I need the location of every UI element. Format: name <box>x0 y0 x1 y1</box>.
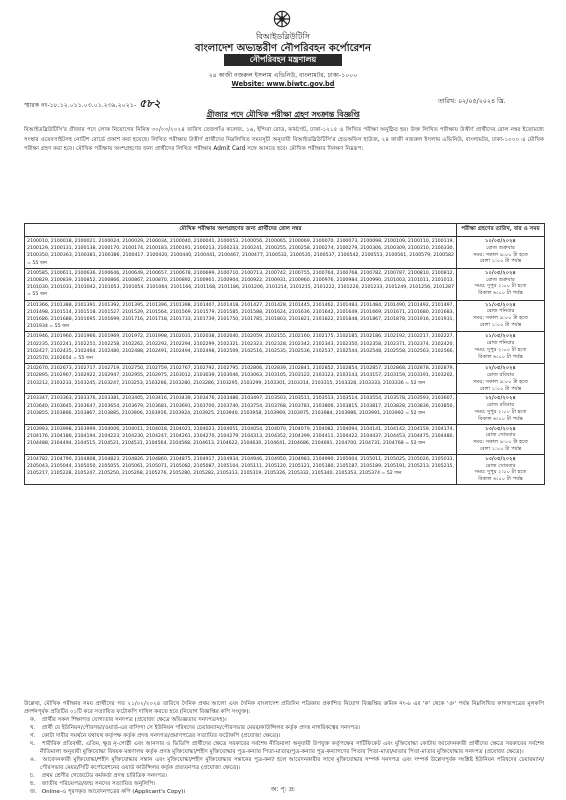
requirement-letter: চ. <box>30 773 35 779</box>
requirement-letter: ঘ. <box>30 741 36 747</box>
requirement-letter: ক. <box>30 717 36 723</box>
exam-day: রোজ শনিবার <box>486 340 515 347</box>
schedule-row <box>25 332 545 364</box>
exam-end-time: বেলা ১:০০ টা পর্যন্ত <box>479 385 522 392</box>
exam-date-cell <box>457 332 545 364</box>
header-date-time: পরীক্ষা গ্রহণের তারিখ, বার ও সময় <box>457 224 545 237</box>
exam-date: ১২/০৫/২০২৪ <box>485 365 516 372</box>
schedule-row <box>25 394 545 424</box>
exam-date-cell <box>457 237 545 269</box>
exam-date: ১৩/০৫/২০২৪ <box>485 455 516 462</box>
memo-handwritten-number: ৫৮২ <box>139 97 161 110</box>
subject-text: গ্রীজার পদে মৌখিক পরীক্ষা গ্রহণ সংক্রান্ত বিজ্ঞপ্তি <box>206 110 360 119</box>
schedule-row <box>25 300 545 332</box>
requirement-letter: গ. <box>30 733 36 739</box>
requirement-letter: জ. <box>30 789 37 795</box>
exam-date: ১০/০৫/২০২৪ <box>485 238 516 244</box>
requirement-item <box>30 732 544 740</box>
requirement-text: প্রথম শ্রেণীর গেজেটেড কর্মকর্তা প্রদত্ত চারিত্রিক সনদপত্র। <box>41 773 168 779</box>
requirement-text: Online-এ পূরণকৃত আবেদনপত্রের কপি (Applicant's Copy)। <box>41 789 186 795</box>
requirement-item <box>30 772 544 780</box>
requirements-lead: উল্লেখ্য, মৌখিক পরীক্ষার সময় প্রার্থীদের গত ২১/০২/২০২৪ তারিখে দৈনিক প্রথম আলো এবং দৈনিক বাংলাদেশ প্রতিদিন পত্রিকায় প্রকাশিত নিয়োগ বিজ্ঞপ্তির ক্রমিক নং-৬ এর 'ক' থেকে 'ঞ' পর্যন্ত নিম্নলিখিত কাগজপত্রের মূলকপি প্রদর্শনপূর্বক প্রতিটির ০১টি করে সত্যায়িত ফটোকপি দাখিল করতে হবে (নিয়োগ বিজ্ঞপ্তির কপি সংযুক্ত): <box>24 701 544 715</box>
memo-prefix: স্মারক নং-১৮.১২.০১১.০৩.০১.২৩৯.২০২১- <box>24 102 137 109</box>
schedule-body <box>25 237 545 485</box>
exam-date: ১১/০৫/২০২৪ <box>485 301 516 308</box>
requirement-text: আবেদনকারী মুক্তিযোদ্ধা/শহীদ মুক্তিযোদ্ধার সন্তান এবং মুক্তিযোদ্ধা/শহীদ মুক্তিযোদ্ধার সন্তানের পুত্র-কন্যা হলে আবেদনকারীর সাথে মুক্তিযোদ্ধার সম্পর্ক সনদপত্র এবং সম্পর্ক উল্লেখপূর্বক সংশ্লিষ্ট ইউনিয়ন পরিষদের চেয়ারম্যান/পৌরসভার মেয়র/সিটি কর্পোরেশনের ওয়ার্ড কাউন্সিলর কর্তৃক প্রত্যয়নপত্র (প্রযোজ্য ক্ষেত্রে)। <box>40 757 544 771</box>
exam-day: রোজ সোমবার <box>485 432 516 439</box>
roll-number-list: 2101366, 2101388, 2101391, 2101392, 2101395, 2101396, 2101398, 2101407, 2101418, 2101427, 2101428, 2101445, 2101462, 2101483, 2101484, 2101490, 2101492, 2101497, 2101498, 2101514, 2101518, 2101527, 2101529, 2101564, 2101569, 2101579, 2101585, 2101588, 2101624, 2101636, 2101642, 2101649, 2101669, 2101671, 2101680, 2101683, 2101686, 2101688, 2101695, 2101699, 2101716, 2101718, 2101733, 2101739, 2101750, 2101785, 2101803, 2101821, 2101822, 2101848, 2101867, 2101878, 2101916, 2101931, 2101934 = 55 জন <box>25 300 457 332</box>
exam-end-time: বেলা ১:০০ টা পর্যন্ত <box>479 258 522 265</box>
schedule-row <box>25 364 545 394</box>
exam-end-time: বিকাল ৬:০০ টা পর্যন্ত <box>478 353 523 360</box>
exam-date-cell <box>457 364 545 394</box>
requirement-text: জাতীয় পরিচয়পত্র/জন্ম সনদের সত্যায়িত অনুলিপি। <box>41 781 156 787</box>
viva-schedule-table <box>24 223 545 485</box>
exam-date: ১২/০৫/২০২৪ <box>485 395 516 402</box>
exam-day: রোজ শনিবার <box>486 308 515 315</box>
exam-day: রোজ রবিবার <box>486 402 515 409</box>
table-header-row <box>25 224 545 237</box>
schedule-row <box>25 268 545 300</box>
intro-paragraph: বিআইডব্লিউটিসি'র গ্রীজার পদে লোক নিয়োগের নিমিত্ত ৩০/০৩/২০২৪ তারিখ তেজগাঁও কলেজ, ১৬, ইন্দিরা রোড, ফার্মগেট, ঢাকা-১২১৫ এ লিখিত পরীক্ষা অনুষ্ঠিত হয়। উক্ত লিখিত পরীক্ষায় উত্তীর্ণ প্রার্থীদের রোল নম্বর ইতোমধ্যে সংস্থার ওয়েবসাইটসহ নোটিশ বোর্ডে প্রকাশ করা হয়েছে। লিখিত পরীক্ষায় উত্তীর্ণ প্রার্থীদের নিম্নলিখিত সময়সূচী অনুযায়ী বিআইডব্লিউটিসি'র হেডঅফিস হাউজ, ২৪ কাজী নজরুল ইসলাম এভিনিউ, বাংলামটর, ঢাকা-১০০০ এ মৌখিক পরীক্ষা গ্রহণ করা হবে। মৌখিক পরীক্ষায় অংশগ্রহণের জন্য প্রার্থীদের লিখিত পরীক্ষার Admit Card সঙ্গে আনতে হবে। মৌখিক পরীক্ষার দিনক্ষণ নিম্নরূপ: <box>24 127 544 153</box>
exam-start-time: সময়: সকাল ৯:০০ টা হতে <box>472 251 529 258</box>
requirement-text: কোটা দাবীর সমর্থনে যথাযথ কর্তৃপক্ষ কর্তৃক প্রদত্ত সনদপত্র/প্রমাণপত্রের সত্যায়িত ফটোকপি (প্রযোজ্য ক্ষেত্রে)। <box>41 733 281 739</box>
roll-number-list: 2103347, 2103363, 2103376, 2103381, 2103405, 2103416, 2103439, 2103476, 2103486, 2103497, 2103503, 2103511, 2103513, 2103514, 2103554, 2103578, 2103593, 2103607, 2103640, 2103645, 2103647, 2103654, 2103679, 2103681, 2103691, 2103700, 2103740, 2103754, 2103768, 2103781, 2103806, 2103815, 2103817, 2103828, 2103836, 2103850, 2103855, 2103866, 2103867, 2103885, 2103906, 2103916, 2103924, 2103925, 2103940, 2103958, 2103969, 2103975, 2103984, 2103986, 2103991, 2103992 = 52 জন <box>25 394 457 424</box>
exam-end-time: বিকাল ৬:০০ টা পর্যন্ত <box>478 415 523 422</box>
exam-end-time: বেলা ১:০০ টা পর্যন্ত <box>479 446 522 453</box>
requirement-item <box>30 716 544 724</box>
requirement-letter: খ. <box>30 725 36 731</box>
requirement-item <box>30 740 544 756</box>
exam-day: রোজ শুক্রবার <box>486 276 515 283</box>
exam-date-cell <box>457 394 545 424</box>
roll-number-list: 2103993, 2103998, 2103999, 2104006, 2104011, 2104018, 2104021, 2104023, 2104051, 2104054, 2104070, 2104079, 2104082, 2104094, 2104141, 2104142, 2104159, 2104174, 2104176, 2104186, 2104194, 2104223, 2104230, 2104247, 2104261, 2104270, 2104279, 2104313, 2104352, 2104399, 2104411, 2104422, 2104437, 2104453, 2104475, 2104480, 2104488, 2104494, 2104515, 2104521, 2104531, 2104564, 2104568, 2104613, 2104622, 2104630, 2104641, 2104686, 2104691, 2104700, 2104731, 2104768 = 52 জন <box>25 424 457 454</box>
exam-start-time: সময়: সকাল ৯:০০ টা হতে <box>472 439 529 446</box>
exam-day: রোজ রবিবার <box>486 372 515 379</box>
exam-start-time: সময়: সকাল ৯:০০ টা হতে <box>472 315 529 322</box>
schedule-row <box>25 424 545 454</box>
corporation-name: বাংলাদেশ অভ্যন্তরীণ নৌপরিবহন কর্পোরেশন <box>195 43 371 54</box>
exam-date-cell <box>457 268 545 300</box>
exam-start-time: সময়: দুপুর ২:০০ টা হতে <box>474 469 527 476</box>
exam-day: রোজ সোমবার <box>485 462 516 469</box>
corporation-logo-icon <box>273 10 291 28</box>
exam-date-cell <box>457 424 545 454</box>
requirement-letter: ছ. <box>30 781 36 787</box>
office-address: ২৪ কাজী নজরুল ইসলাম এভিনিউ, বাংলামটর, ঢাকা-১০০০ <box>208 72 358 79</box>
ministry-banner: নৌপরিবহন মন্ত্রণালয় <box>224 54 342 66</box>
requirements-section <box>24 700 544 796</box>
exam-start-time: সময়: সকাল ৯:০০ টা হতে <box>472 378 529 385</box>
exam-end-time: বিকাল ৬:০০ টা পর্যন্ত <box>478 476 523 483</box>
exam-start-time: সময়: দুপুর ২:০০ টা হতে <box>474 283 527 290</box>
notice-subject <box>0 109 566 122</box>
schedule-row <box>25 237 545 269</box>
exam-start-time: সময়: দুপুর ২:০০ টা হতে <box>474 347 527 354</box>
requirement-text: শারীরিক প্রতিবন্ধী, এতিম, ক্ষুদ্র নৃ-গোষ্ঠী এবং আনসার ও ভিডিপি প্রার্থীদের ক্ষেত্রে সরকারের সর্বশেষ নীতিমালা অনুযায়ী উপযুক্ত কর্তৃপক্ষের সার্টিফিকেট এবং মুক্তিযোদ্ধা কোটায় আবেদনকারী প্রার্থীদের ক্ষেত্রে সরকারের সর্বশেষ নীতিমালা অনুযায়ী মুক্তিযোদ্ধা বিষয়ক মন্ত্রণালয় কর্তৃক প্রদত্ত মুক্তিযোদ্ধা/শহীদ মুক্তিযোদ্ধার পুত্র-কন্যার পিতা-মাতার/পুত্র-কন্যার পুত্র-কন্যাগণের পিতার পিতা-মাতা/মাতার পিতা-মাতার মুক্তিযোদ্ধার সনদপত্র (প্রযোজ্য ক্ষেত্রে)। <box>40 741 544 755</box>
requirement-letter: ঙ. <box>30 757 36 763</box>
exam-date: ১১/০৫/২০২৪ <box>485 333 516 340</box>
header-roll-numbers: মৌখিক পরীক্ষায় অংশগ্রহণের জন্য প্রার্থীদের রোল নম্বর <box>25 224 457 237</box>
exam-date-cell <box>457 454 545 484</box>
website-link[interactable]: Website: www.biwtc.gov.bd <box>231 80 335 88</box>
roll-number-list: 2104782, 2104790, 2104808, 2104823, 2104826, 2104860, 2104875, 2104917, 2104934, 2104946, 2104950, 2104983, 2104990, 2105004, 2105011, 2105025, 2105026, 2105033, 2105043, 2105044, 2105050, 2105055, 2105061, 2105071, 2105082, 2105087, 2105104, 2105111, 2105120, 2105121, 2105180, 2105187, 2105189, 2105191, 2105213, 2105215, 2105217, 2105228, 2105247, 2105250, 2105268, 2105276, 2105280, 2105282, 2105313, 2105319, 2105326, 2105332, 2105340, 2105353, 2105374 = 52 জন <box>25 454 457 484</box>
roll-number-list: 2102670, 2102673, 2102717, 2102719, 2102750, 2102759, 2102767, 2102792, 2102795, 2102806, 2102839, 2102841, 2102852, 2102854, 2102857, 2102868, 2102878, 2102879, 2102895, 2102907, 2102922, 2102947, 2102955, 2102975, 2103012, 2103039, 2103046, 2103063, 2103105, 2103122, 2103123, 2103143, 2103157, 2103159, 2103191, 2103202, 2103212, 2103233, 2103245, 2103247, 2103253, 2103266, 2103280, 2103286, 2103295, 2103299, 2103301, 2103314, 2103315, 2103328, 2103333, 2103336 = 52 জন <box>25 364 457 394</box>
exam-date: ১০/০৫/২০২৪ <box>485 269 516 276</box>
requirement-item <box>30 756 544 772</box>
requirement-text: প্রার্থী যে ইউনিয়ন/পৌরসভা/ওয়ার্ড-এর বাসিন্দা সে ইউনিয়ন পরিষদের চেয়ারম্যান/পৌরসভার মেয়র/কাউন্সিলর কর্তৃক প্রদত্ত নাগরিকত্বের সনদপত্র। <box>41 725 361 731</box>
website-line <box>0 80 566 88</box>
roll-number-list: 2101946, 2101960, 2101966, 2101969, 2101972, 2101998, 2102031, 2102038, 2102040, 2102059, 2102155, 2102160, 2102175, 2102185, 2102186, 2102192, 2102217, 2102227, 2102235, 2102241, 2102251, 2102258, 2102262, 2102292, 2102294, 2102299, 2102321, 2102323, 2102328, 2102342, 2102343, 2102350, 2102358, 2102371, 2102374, 2102420, 2102427, 2102435, 2102464, 2102480, 2102488, 2102491, 2102494, 2102498, 2102509, 2102516, 2102535, 2102536, 2102537, 2102544, 2102548, 2102558, 2102563, 2102566, 2102570, 2102654 = 55 জন <box>25 332 457 364</box>
exam-end-time: বিকাল ৬:০০ টা পর্যন্ত <box>478 290 523 297</box>
requirement-text: প্রার্থীর সকল শিক্ষাগত যোগ্যতার সনদপত্র (প্রযোজ্য ক্ষেত্রে অভিজ্ঞতার সনদপত্রসহ)। <box>41 717 227 723</box>
schedule-row <box>25 454 545 484</box>
exam-start-time: সময়: দুপুর ২:০০ টা হতে <box>474 409 527 416</box>
roll-number-list: 2100585, 2100611, 2100636, 2100646, 2100649, 2100657, 2100678, 2100699, 2100710, 2100713, 2100742, 2100755, 2100764, 2100768, 2100782, 2100787, 2100810, 2100812, 2100829, 2100839, 2100852, 2100866, 2100867, 2100870, 2100892, 2100901, 2100904, 2100922, 2100931, 2100960, 2100976, 2100984, 2100990, 2101003, 2101011, 2101013, 2101030, 2101031, 2101042, 2101053, 2101054, 2101064, 2101166, 2101168, 2101186, 2101206, 2101214, 2101215, 2101222, 2101226, 2101233, 2101249, 2101256, 2101287 = 55 জন <box>25 268 457 300</box>
memo-date: তারিখ: ০২/০৫/২০২৪ খ্রি. <box>438 98 506 105</box>
exam-date-cell <box>457 300 545 332</box>
org-short-name: বিআইডব্লিউটিসি <box>256 32 310 41</box>
roll-number-list: 2100010, 2100018, 2100021, 2100024, 2100029, 2100034, 2100040, 2100041, 2100053, 2100056, 2100065, 2100069, 2100070, 2100073, 2100098, 2100109, 2100110, 2100119, 2100129, 2100131, 2100138, 2100170, 2100174, 2100183, 2100191, 2100213, 2100233, 2100241, 2100255, 2100258, 2100274, 2100279, 2100306, 2100309, 2100310, 2100330, 2100350, 2100363, 2100381, 2100386, 2100417, 2100420, 2100440, 2100441, 2100467, 2100477, 2100532, 2100535, 2100537, 2100542, 2100553, 2100561, 2100579, 2100582 = 55 জন <box>25 237 457 269</box>
exam-end-time: বেলা ১:০০ টা পর্যন্ত <box>479 322 522 329</box>
requirement-item <box>30 724 544 732</box>
exam-date: ১৩/০৫/২০২৪ <box>485 425 516 432</box>
page-turn-note: অ: পৃ: দ্র: <box>270 786 296 793</box>
exam-day: রোজ শুক্রবার <box>486 244 515 251</box>
